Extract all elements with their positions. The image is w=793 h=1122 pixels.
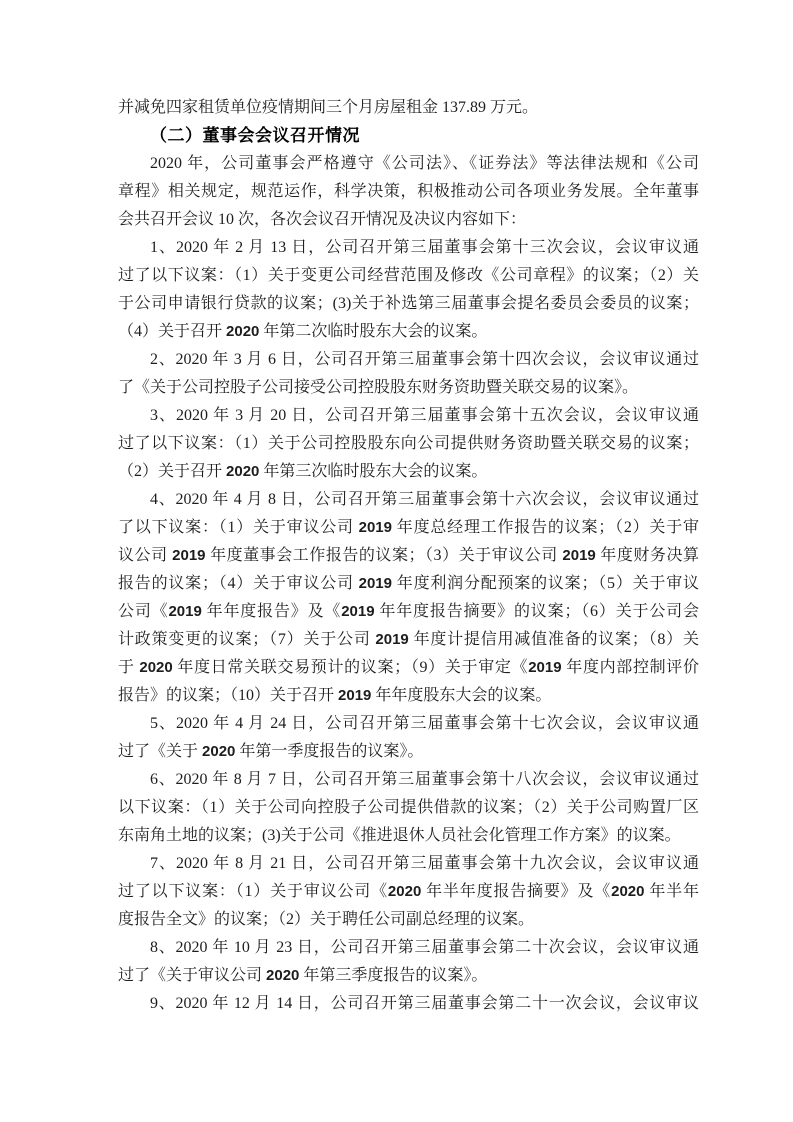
text-segment: 年度总经理工作报告的议案；（2）关于审 (392, 519, 699, 536)
text-line (118, 206, 699, 234)
year-number: 2019 (528, 659, 562, 676)
text-segment: 报告的议案；（4）关于审议公司 (118, 575, 359, 592)
text-line (118, 262, 699, 290)
text-segment: 年度财务决算 (595, 547, 699, 564)
text-segment: 年第三次临时股东大会的议案。 (259, 463, 488, 480)
text-segment: 过了以下议案：（1）关于审议公司《 (118, 883, 388, 900)
text-segment: 年年度报告摘要》的议案；（6）关于公司会 (374, 603, 699, 620)
text-segment: 年度内部控制评价 (561, 659, 699, 676)
text-segment: 年半年度报告摘要》及《 (421, 883, 612, 900)
text-segment: （2）关于召开 (118, 463, 227, 480)
text-segment: 2、2020 年 3 月 6 日，公司召开第三届董事会第十四次会议，会议审议通过 (150, 351, 699, 368)
text-segment: 年第一季度报告的议案》。 (235, 743, 424, 760)
text-segment: 年度日常关联交易预计的议案；（9）关于审定《 (172, 659, 529, 676)
year-number: 2020 (266, 967, 300, 984)
text-segment: 了以下议案：（1）关于审议公司 (118, 519, 359, 536)
text-segment: 3、2020 年 3 月 20 日，公司召开第三届董事会第十五次会议，会议审议通 (150, 407, 699, 424)
text-line (118, 766, 699, 794)
text-line (118, 626, 699, 654)
text-line (118, 962, 699, 990)
text-segment: 年第三季度报告的议案》。 (299, 967, 488, 984)
text-line (118, 458, 699, 486)
text-segment: 章程》相关规定，规范运作，科学决策，积极推动公司各项业务发展。全年董事 (118, 183, 699, 200)
text-segment: 年第二次临时股东大会的议案。 (259, 323, 488, 340)
text-line (118, 794, 699, 822)
text-line (118, 570, 699, 598)
text-line (118, 878, 699, 906)
text-line (118, 402, 699, 430)
text-segment: 6、2020 年 8 月 7 日，公司召开第三届董事会第十八次会议，会议审议通过 (150, 771, 699, 788)
text-line (118, 542, 699, 570)
text-line (118, 290, 699, 318)
year-number: 2019 (375, 631, 409, 648)
text-segment: 年半年 (644, 883, 699, 900)
text-line (118, 486, 699, 514)
text-line (118, 906, 699, 934)
text-segment: 以下议案：（1）关于公司向控股子公司提供借款的议案；（2）关于公司购置厂区 (118, 799, 699, 816)
text-segment: 计政策变更的议案；（7）关于公司 (118, 631, 376, 648)
text-segment: 9、2020 年 12 月 14 日，公司召开第三届董事会第二十一次会议，会议审议 (150, 995, 699, 1012)
year-number: 2019 (358, 575, 392, 592)
text-line (118, 430, 699, 458)
document-body (118, 94, 699, 1018)
text-segment: 1、2020 年 2 月 13 日，公司召开第三届董事会第十三次会议，会议审议通 (150, 239, 699, 256)
text-segment: 4、2020 年 4 月 8 日，公司召开第三届董事会第十六次会议，会议审议通过 (150, 491, 699, 508)
text-segment: 了《关于公司控股子公司接受公司控股股东财务资助暨关联交易的议案》。 (118, 379, 639, 396)
year-number: 2020 (226, 323, 260, 340)
text-line (118, 178, 699, 206)
year-number: 2019 (168, 603, 202, 620)
text-line (118, 318, 699, 346)
year-number: 2019 (172, 547, 206, 564)
text-segment: 并减免四家租赁单位疫情期间三个月房屋租金 137.89 万元。 (118, 99, 539, 116)
text-segment: 于公司申请银行贷款的议案；(3)关于补选第三届董事会提名委员会委员的议案； (118, 295, 699, 312)
year-number: 2019 (338, 687, 372, 704)
year-number: 2019 (341, 603, 375, 620)
text-segment: 年度董事会工作报告的议案；（3）关于审议公司 (205, 547, 563, 564)
text-segment: 报告》的议案；（10）关于召开 (118, 687, 339, 704)
text-line (118, 514, 699, 542)
text-segment: 会共召开会议 10 次，各次会议召开情况及决议内容如下： (118, 211, 527, 228)
year-number: 2020 (611, 883, 645, 900)
text-segment: 年年度报告》及《 (201, 603, 342, 620)
year-number: 2020 (202, 743, 236, 760)
text-segment: 过了《关于 (118, 743, 203, 760)
text-segment: 于 (118, 659, 140, 676)
text-segment: 过了以下议案：（1）关于变更公司经营范围及修改《公司章程》的议案；（2）关 (118, 267, 699, 284)
text-segment: （二）董事会会议召开情况 (150, 126, 360, 145)
text-line (118, 598, 699, 626)
text-segment: 过了《关于审议公司 (118, 967, 267, 984)
year-number: 2019 (562, 547, 596, 564)
text-line (118, 850, 699, 878)
text-segment: 度报告全文》的议案；（2）关于聘任公司副总经理的议案。 (118, 911, 535, 928)
text-segment: 8、2020 年 10 月 23 日，公司召开第三届董事会第二十次会议，会议审议通 (150, 939, 699, 956)
text-line (118, 822, 699, 850)
text-line (118, 738, 699, 766)
text-line (118, 150, 699, 178)
year-number: 2020 (226, 463, 260, 480)
text-segment: 年度利润分配预案的议案；（5）关于审议 (392, 575, 699, 592)
text-line (118, 682, 699, 710)
year-number: 2019 (358, 519, 392, 536)
text-line (118, 934, 699, 962)
text-segment: 2020 年，公司董事会严格遵守《公司法》、《证券法》等法律法规和《公司 (150, 155, 699, 172)
text-segment: 7、2020 年 8 月 21 日，公司召开第三届董事会第十九次会议，会议审议通 (150, 855, 699, 872)
text-line (118, 374, 699, 402)
text-segment: 5、2020 年 4 月 24 日，公司召开第三届董事会第十七次会议，会议审议通 (150, 715, 699, 732)
text-segment: 年度计提信用减值准备的议案；（8）关 (408, 631, 699, 648)
text-segment: （4）关于召开 (118, 323, 227, 340)
text-segment: 议公司 (118, 547, 173, 564)
text-line (118, 990, 699, 1018)
text-line (118, 94, 699, 122)
text-segment: 东南角土地的议案；(3)关于公司《推进退休人员社会化管理工作方案》的议案。 (118, 827, 681, 844)
section-heading (118, 122, 699, 150)
text-segment: 年年度股东大会的议案。 (371, 687, 552, 704)
text-segment: 过了以下议案：（1）关于公司控股股东向公司提供财务资助暨关联交易的议案； (118, 435, 699, 452)
text-line (118, 346, 699, 374)
text-line (118, 710, 699, 738)
text-line (118, 234, 699, 262)
text-line (118, 654, 699, 682)
year-number: 2020 (139, 659, 173, 676)
text-segment: 公司《 (118, 603, 169, 620)
year-number: 2020 (387, 883, 422, 900)
